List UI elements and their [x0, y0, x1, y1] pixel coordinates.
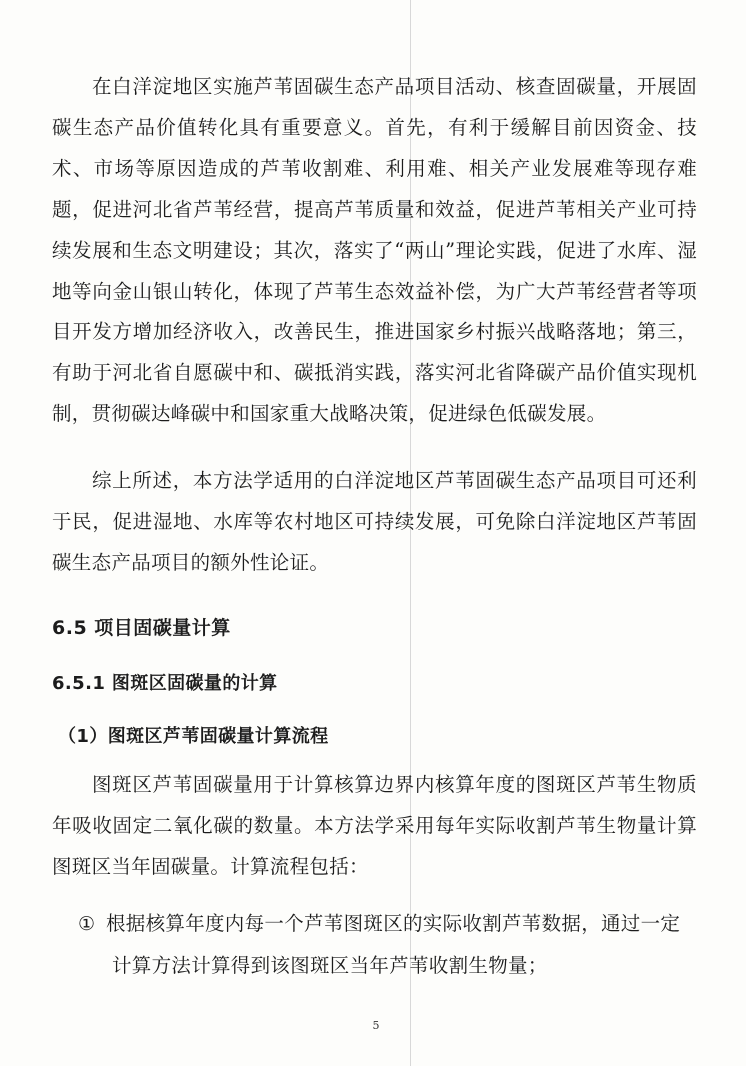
page-number: 5	[372, 1019, 380, 1032]
list-marker: ①	[78, 913, 96, 935]
step-heading: （1）图斑区芦苇固碳量计算流程	[58, 726, 329, 747]
body-paragraph-calculation: 图斑区芦苇固碳量用于计算核算边界内核算年度的图斑区芦苇生物质年吸收固定二氧化碳的数量。本方法学采用每年实际收割芦苇生物量计算图斑区当年固碳量。计算流程包括：	[52, 773, 697, 878]
list-item	[78, 903, 698, 987]
section-heading: 6.5 项目固碳量计算	[52, 617, 231, 639]
subsection-heading: 6.5.1 图斑区固碳量的计算	[52, 673, 278, 694]
list-item-text-line-1: 根据核算年度内每一个芦苇图斑区的实际收割芦苇数据，通过一定	[106, 912, 681, 935]
body-paragraph-conclusion: 综上所述，本方法学适用的白洋淀地区芦苇固碳生态产品项目可还利于民，促进湿地、水库等农村地区可持续发展，可免除白洋淀地区芦苇固碳生态产品项目的额外性论证。	[52, 469, 697, 574]
list-item-text-line-2: 计算方法计算得到该图斑区当年芦苇收割生物量；	[112, 954, 548, 977]
body-paragraph-significance: 在白洋淀地区实施芦苇固碳生态产品项目活动、核查固碳量，开展固碳生态产品价值转化具有重要意义。首先，有利于缓解目前因资金、技术、市场等原因造成的芦苇收割难、利用难、相关产业发展难等现存难题，促进河北省芦苇经营，提高芦苇质量和效益，促进芦苇相关产业可持续发展和生态文明建设；其次，落实了“两山”理论实践，促进了水库、湿地等向金山银山转化，体现了芦苇生态效益补偿，为广大芦苇经营者等项目开发方增加经济收入，改善民生，推进国家乡村振兴战略落地；第三，有助于河北省自愿碳中和、碳抵消实践，落实河北省降碳产品价值实现机制，贯彻碳达峰碳中和国家重大战略决策，促进绿色低碳发展。	[52, 75, 697, 426]
